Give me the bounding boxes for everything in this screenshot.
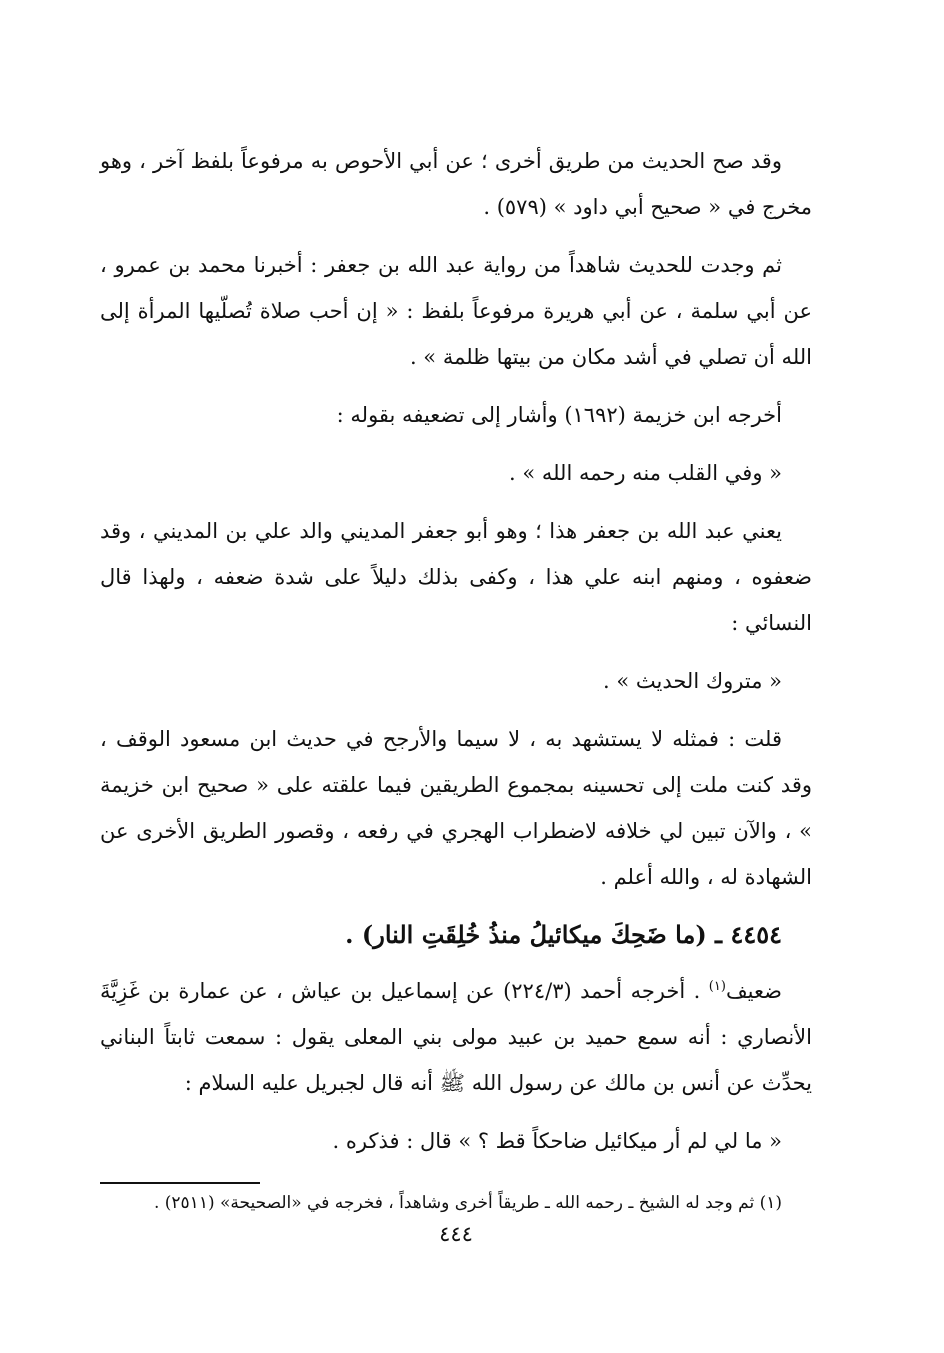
- footnote-text: (١) ثم وجد له الشيخ ـ رحمه الله ـ طريقاً أخرى وشاهداً ، فخرجه في «الصحيحة» (٢٥١١) .: [153, 1193, 782, 1213]
- quote-2: « متروك الحديث » .: [603, 669, 782, 693]
- footnote-divider: [100, 1182, 260, 1184]
- page-number: ٤٤٤: [439, 1222, 473, 1246]
- paragraph-1: وقد صح الحديث من طريق أخرى ؛ عن أبي الأحوص به مرفوعاً بلفظ آخر ، وهو مخرج في « صحيح أبي داود » (٥٧٩) .: [100, 149, 812, 219]
- quote-3: « ما لي لم أر ميكائيل ضاحكاً قط ؟ » قال : فذكره .: [332, 1129, 782, 1153]
- paragraph-8-rest: . أخرجه أحمد (٢٢٤/٣) عن إسماعيل بن عياش ، عن عمارة بن غَزِيَّةَ الأنصاري : أنه سمع حميد بن عبيد مولى بني المعلى يقول : سمعت ثابتاً البناني يحدِّث عن أنس بن مالك عن رسول الله ﷺ أنه قال لجبريل عليه السلام :: [100, 979, 812, 1095]
- hadith-heading: ٤٤٥٤ ـ (ما ضَحِكَ ميكائيلُ منذُ خُلِقَتِ النار) .: [345, 920, 782, 949]
- footnote-marker: (١): [708, 979, 726, 994]
- paragraph-5: يعني عبد الله بن جعفر هذا ؛ وهو أبو جعفر المديني والد علي بن المديني ، وقد ضعفوه ، ومنهم ابنه علي هذا ، وكفى بذلك دليلاً على شدة ضعفه ، ولهذا قال النسائي :: [100, 519, 812, 635]
- grade-word: ضعيف: [725, 979, 782, 1003]
- paragraph-2: ثم وجدت للحديث شاهداً من رواية عبد الله بن جعفر : أخبرنا محمد بن عمرو ، عن أبي سلمة ، عن أبي هريرة مرفوعاً بلفظ : « إن أحب صلاة تُصلّيها المرأة إلى الله أن تصلي في أشد مكان من بيتها ظلمة » .: [100, 253, 812, 369]
- quote-1: « وفي القلب منه رحمه الله » .: [508, 461, 782, 485]
- footnote-divider-holder: [100, 1176, 812, 1184]
- page-body: [100, 138, 812, 1248]
- paragraph-8: [100, 968, 812, 1106]
- paragraph-7: قلت : فمثله لا يستشهد به ، لا سيما والأرجح في حديث ابن مسعود الوقف ، وقد كنت ملت إلى تحسينه بمجموع الطريقين فيما علقته على « صحيح ابن خزيمة » ، والآن تبين لي خلافه لاضطراب الهجري في رفعه ، وقصور الطريق الأخرى عن الشهادة له ، والله أعلم .: [100, 727, 812, 889]
- paragraph-3: أخرجه ابن خزيمة (١٦٩٢) وأشار إلى تضعيفه بقوله :: [336, 403, 782, 427]
